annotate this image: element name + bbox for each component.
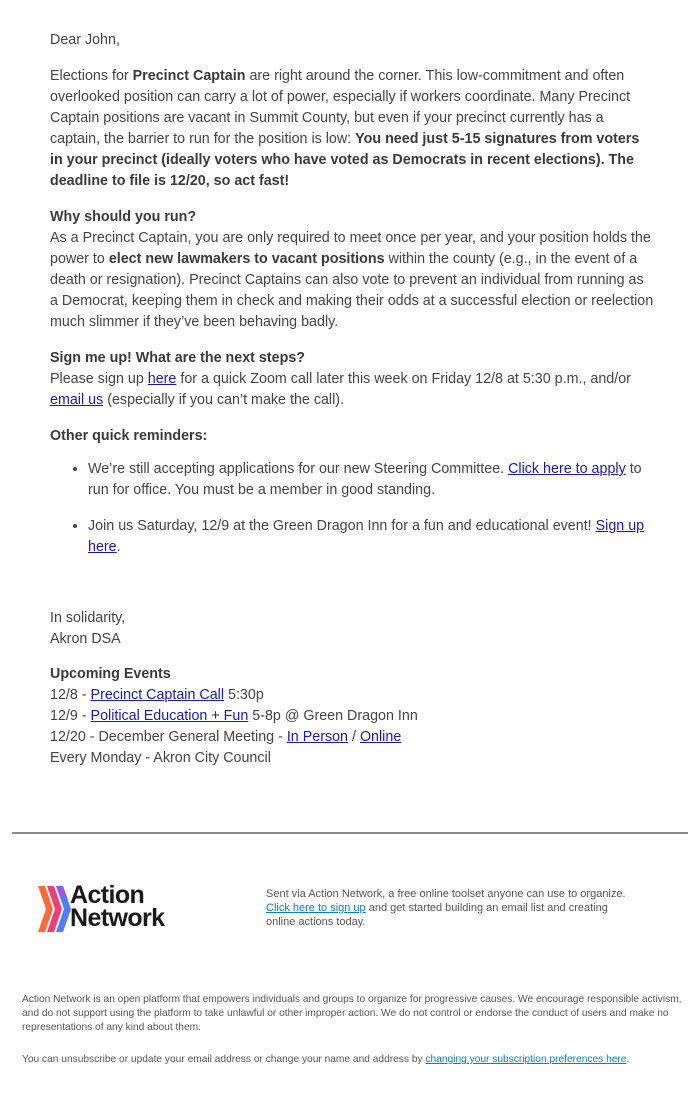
logo-chevrons-icon — [38, 884, 72, 934]
footer-divider — [12, 832, 688, 834]
event-row: 12/20 - December General Meeting - In Person / Online — [50, 729, 402, 745]
event-signup-link[interactable]: Sign up here — [88, 518, 645, 555]
why-paragraph: As a Precinct Captain, you are only required to meet once per year, and your position holds the power to elect new lawmakers to vacant positions within the county (e.g., in the event of a death or resignation). Precinct Captains can also vote to prevent an individual from running as a Democrat, keeping them in check and making their odds at a successful election or reelection much slimmer if they’ve been behaving badly. — [50, 230, 654, 330]
action-network-logo[interactable] — [38, 881, 198, 936]
intro-paragraph: Elections for Precinct Captain are right around the corner. This low-commitment and often overlooked position can carry a lot of power, especially if workers coordinate. Many Precinct Captain positions are vacant in Summit County, but even if your precinct currently has a captain, the barrier to run for the position is low: You need just 5-15 signatures from voters in your precinct (ideally voters who have voted as Democrats in recent elections). The deadline to file is 12/20, so act fast! — [50, 68, 640, 189]
signature: Akron DSA — [50, 631, 121, 647]
logo-wordmark: Action Network — [70, 881, 165, 932]
legal-disclaimer: Action Network is an open platform that empowers individuals and groups to organize for progressive causes. We encourage responsible activism, and do not support using the platform to take unlawful or other improper action. We do not control or endorse the conduct of users and make no representations of any kind about them. — [22, 994, 682, 1033]
signup-paragraph: Please sign up here for a quick Zoom call later this week on Friday 12/8 at 5:30 p.m., and/or email us (especially if you can’t make the call). — [50, 371, 631, 408]
email-us-link[interactable]: email us — [50, 392, 104, 408]
unsubscribe-text: You can unsubscribe or update your email address or change your name and address by changing your subscription preferences here. — [22, 1054, 630, 1065]
why-heading: Why should you run? — [50, 209, 197, 225]
signup-here-link[interactable]: here — [147, 371, 177, 387]
in-person-link[interactable]: In Person — [286, 729, 349, 745]
apply-link[interactable]: Click here to apply — [508, 461, 626, 477]
online-link[interactable]: Online — [359, 729, 402, 745]
reminders-heading: Other quick reminders: — [50, 428, 208, 444]
subscription-preferences-link[interactable]: changing your subscription preferences here — [425, 1054, 627, 1065]
precinct-call-link[interactable]: Precinct Captain Call — [90, 687, 225, 703]
reminders-list — [50, 459, 655, 558]
sent-via-text: Sent via Action Network, a free online toolset anyone can use to organize. Click here to sign up and get started building an email list and creating online actions today. — [266, 888, 626, 928]
signup-heading: Sign me up! What are the next steps? — [50, 350, 305, 366]
action-network-signup-link[interactable]: Click here to sign up — [266, 902, 366, 914]
list-item: • Join us Saturday, 12/9 at the Green Dragon Inn for a fun and educational event! Sign up here. — [88, 516, 655, 558]
event-row: Every Monday - Akron City Council — [50, 750, 271, 766]
closing-line: In solidarity, — [50, 610, 126, 626]
events-heading: Upcoming Events — [50, 666, 171, 682]
event-row: 12/8 - Precinct Captain Call 5:30p — [50, 687, 264, 703]
event-row: 12/9 - Political Education + Fun 5-8p @ Green Dragon Inn — [50, 708, 418, 724]
list-item: • We’re still accepting applications for our new Steering Committee. Click here to apply to run for office. You must be a member in good standing. — [88, 459, 655, 501]
political-education-link[interactable]: Political Education + Fun — [90, 708, 249, 724]
email-body — [50, 30, 655, 769]
greeting: Dear John, — [50, 32, 120, 48]
